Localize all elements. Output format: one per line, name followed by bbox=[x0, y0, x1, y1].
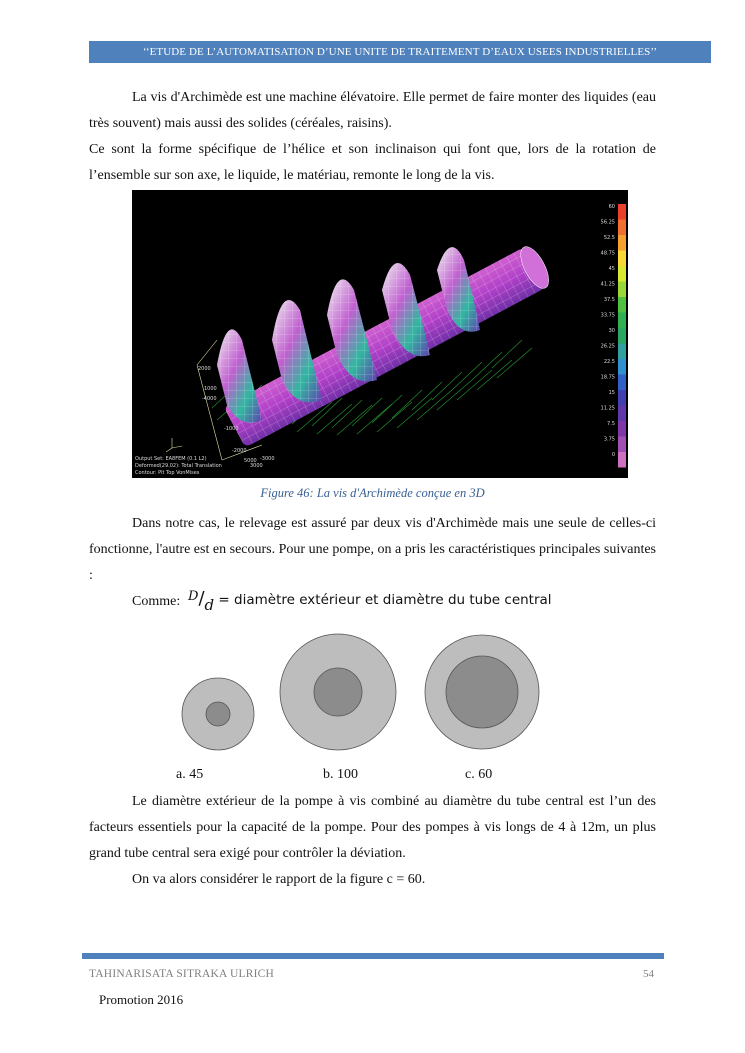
svg-text:-1000: -1000 bbox=[224, 426, 239, 432]
legend-swatch bbox=[618, 344, 626, 360]
color-legend bbox=[601, 204, 626, 468]
paragraph-pumps: Dans notre cas, le relevage est assuré par deux vis d'Archimède mais une seule de celles-ci fonctionne, l'autre est en secours. Pour une pompe, on a pris les caractéristiques principales suivantes : bbox=[89, 516, 656, 583]
formula-text: = diamètre extérieur et diamètre du tube central bbox=[218, 592, 552, 608]
legend-value: 30 bbox=[608, 328, 615, 334]
circles-svg bbox=[178, 632, 542, 760]
formula-numerator: D bbox=[188, 589, 199, 604]
svg-text:1000: 1000 bbox=[204, 386, 217, 392]
legend-swatch bbox=[618, 235, 626, 251]
svg-text:Deformed(29.02): Total Transla: Deformed(29.02): Total Translation bbox=[135, 463, 222, 469]
legend-swatch bbox=[618, 328, 626, 344]
legend-swatch bbox=[618, 359, 626, 375]
svg-text:-4000: -4000 bbox=[202, 396, 217, 402]
legend-value: 26.25 bbox=[600, 343, 615, 350]
diameter-ratio-formula bbox=[188, 588, 552, 614]
legend-value: 33.75 bbox=[600, 312, 615, 319]
paragraph-diameter: Le diamètre extérieur de la pompe à vis combiné au diamètre du tube central est l’un des facteurs essentiels pour la capacité de la pompe. Pour des pompes à vis longs de 4 à 12m, un plus grand tube central sera exigé pour contrôler la déviation. bbox=[89, 794, 656, 861]
footer-promotion: Promotion 2016 bbox=[99, 992, 184, 1007]
legend-value: 11.25 bbox=[600, 405, 615, 412]
legend-swatch bbox=[618, 452, 626, 468]
legend-value: 22.5 bbox=[603, 359, 615, 365]
output-info bbox=[135, 456, 222, 476]
diameter-ratio-diagram bbox=[178, 632, 542, 765]
paragraph-helix: Ce sont la forme spécifique de l’hélice et son inclinaison qui font que, lors de la rotation de l’ensemble sur son axe, le liquide, le matériau, remonte le long de la vis. bbox=[89, 142, 656, 183]
legend-swatch bbox=[618, 437, 626, 453]
legend-swatch bbox=[618, 390, 626, 406]
legend-swatch bbox=[618, 313, 626, 329]
legend-value: 7.5 bbox=[607, 421, 615, 427]
svg-text:2000: 2000 bbox=[198, 366, 211, 372]
svg-text:-2000: -2000 bbox=[232, 448, 247, 454]
svg-text:-3000: -3000 bbox=[260, 456, 275, 462]
formula-denominator: d bbox=[204, 596, 215, 614]
svg-text:3000: 3000 bbox=[250, 463, 263, 469]
screw-render bbox=[132, 190, 628, 478]
svg-text:5000: 5000 bbox=[244, 458, 257, 464]
formula-slash: / bbox=[198, 588, 205, 609]
figure-caption: Figure 46: La vis d'Archimède conçue en 3D bbox=[260, 486, 485, 500]
label-c: c. 60 bbox=[465, 767, 493, 782]
footer-rule bbox=[82, 953, 664, 959]
legend-swatch bbox=[618, 282, 626, 298]
legend-value: 37.5 bbox=[603, 297, 615, 303]
archimedes-screw-3d-figure bbox=[132, 190, 628, 478]
comme-label: Comme: bbox=[132, 594, 181, 609]
paragraph-intro: La vis d'Archimède est une machine élévatoire. Elle permet de faire monter des liquides (eau très souvent) mais aussi des solides (céréales, raisins). bbox=[89, 90, 656, 131]
circle-b-inner bbox=[314, 668, 362, 716]
legend-swatch bbox=[618, 251, 626, 267]
legend-swatch bbox=[618, 406, 626, 422]
legend-value: 3.75 bbox=[603, 436, 615, 443]
legend-value: 45 bbox=[608, 266, 615, 272]
legend-swatch bbox=[618, 266, 626, 282]
running-header: ‘‘ETUDE DE L’AUTOMATISATION D’UNE UNITE DE TRAITEMENT D’EAUX USEES INDUSTRIELLES’’ bbox=[89, 41, 711, 63]
legend-value: 48.75 bbox=[600, 250, 615, 257]
label-a: a. 45 bbox=[176, 767, 204, 782]
legend-value: 60 bbox=[608, 204, 615, 210]
legend-swatch bbox=[618, 220, 626, 236]
legend-value: 15 bbox=[608, 390, 615, 396]
svg-text:Contour: Plt Top VonMises: Contour: Plt Top VonMises bbox=[135, 470, 200, 476]
legend-value: 18.75 bbox=[600, 374, 615, 381]
footer-author: TAHINARISATA SITRAKA ULRICH bbox=[89, 968, 275, 980]
svg-text:Output Set: EA8FEM (0.1 L2): Output Set: EA8FEM (0.1 L2) bbox=[135, 456, 207, 462]
legend-value: 41.25 bbox=[600, 281, 615, 288]
legend-swatch bbox=[618, 204, 626, 220]
label-b: b. 100 bbox=[323, 767, 358, 782]
circle-a-inner bbox=[206, 702, 230, 726]
legend-value: 0 bbox=[611, 452, 615, 458]
legend-swatch bbox=[618, 375, 626, 391]
circle-c-inner bbox=[446, 656, 518, 728]
paragraph-ratio: On va alors considérer le rapport de la figure c = 60. bbox=[132, 872, 426, 887]
page-number: 54 bbox=[643, 968, 654, 980]
legend-value: 56.25 bbox=[600, 219, 615, 226]
legend-value: 52.5 bbox=[603, 235, 615, 241]
legend-swatch bbox=[618, 421, 626, 437]
legend-swatch bbox=[618, 297, 626, 313]
